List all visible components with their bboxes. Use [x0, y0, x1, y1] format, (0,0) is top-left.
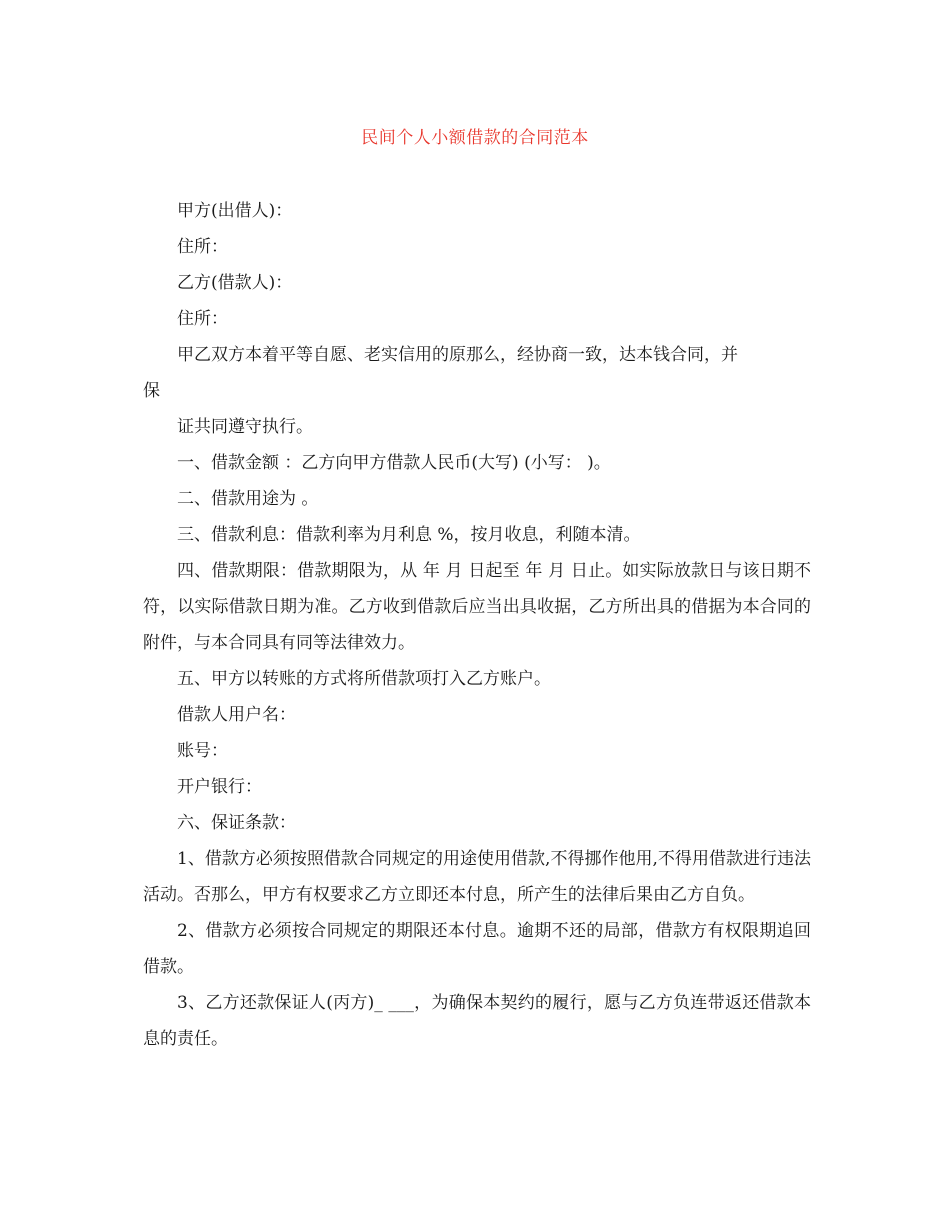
clause-transfer: 五、甲方以转账的方式将所借款项打入乙方账户。 — [177, 669, 551, 689]
account-name-line: 借款人用户名： — [177, 705, 296, 725]
clause-purpose: 二、借款用途为 。 — [177, 489, 319, 509]
guarantee-item-1: 1、借款方必须按照借款合同规定的用途使用借款,不得挪作他用,不得用借款进行违法活动。否那么，甲方有权要求乙方立即还本付息，所产生的法律后果由乙方自负。 — [143, 849, 811, 905]
clause-interest: 三、借款利息：借款利率为月利息 %，按月收息，利随本清。 — [177, 525, 641, 545]
document-title: 民间个人小额借款的合同范本 — [361, 128, 589, 148]
account-number-line: 账号： — [177, 741, 228, 761]
borrower-address-line: 住所： — [177, 309, 228, 329]
lender-line: 甲方(出借人)： — [177, 201, 293, 221]
clause-guarantee-heading: 六、保证条款： — [177, 813, 296, 833]
guarantee-item-2: 2、借款方必须按合同规定的期限还本付息。逾期不还的局部，借款方有权限期追回借款。 — [143, 921, 811, 977]
clause-term: 四、借款期限：借款期限为，从 年 月 日起至 年 月 日止。如实际放款日与该日期不符，以实际借款日期为准。乙方收到借款后应当出具收据，乙方所出具的借据为本合同的附件，与本合同具有同等法律效力。 — [143, 561, 811, 653]
bank-line: 开户银行： — [177, 777, 262, 797]
borrower-line: 乙方(借款人)： — [177, 273, 293, 293]
guarantee-item-3: 3、乙方还款保证人(丙方)_ ___，为确保本契约的履行，愿与乙方负连带返还借款本息的责任。 — [143, 993, 811, 1049]
preamble-wrap-char: 保 — [143, 381, 160, 401]
preamble-paragraph: 甲乙双方本着平等自愿、老实信用的原那么，经协商一致，达本钱合同，并 — [177, 345, 738, 365]
lender-address-line: 住所： — [177, 237, 228, 257]
contract-body — [143, 193, 811, 1057]
clause-amount: 一、借款金额 ：乙方向甲方借款人民币(大写) (小写： )。 — [177, 453, 611, 473]
preamble-continuation: 证共同遵守执行。 — [177, 417, 313, 437]
